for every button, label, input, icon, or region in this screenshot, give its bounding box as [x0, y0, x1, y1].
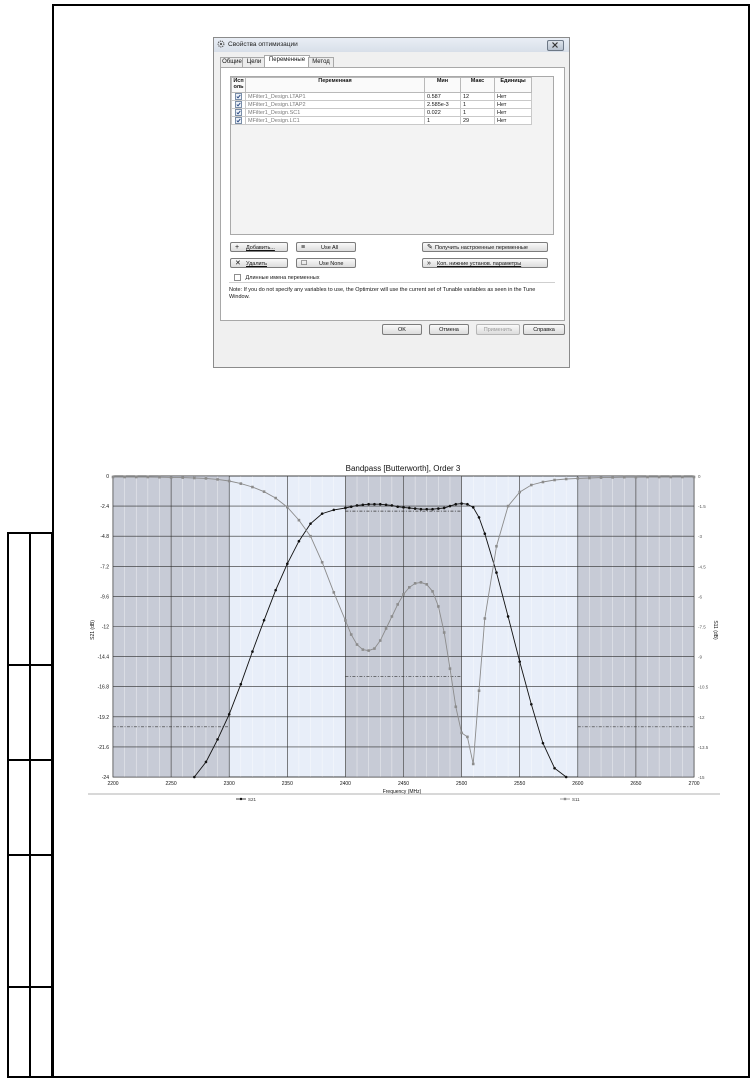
variable-units[interactable]: Нет: [495, 93, 532, 101]
series-point-s21: [484, 532, 487, 535]
tab-goals[interactable]: Цели: [242, 57, 266, 67]
series-point-s21: [472, 506, 475, 509]
col-header-max[interactable]: Макс: [461, 78, 495, 93]
series-point-s11: [425, 583, 428, 586]
optimization-properties-dialog: [213, 37, 570, 368]
series-point-s11: [158, 476, 161, 479]
x-tick-label: 2600: [572, 781, 584, 787]
y-tick-label: -14.4: [97, 654, 109, 661]
series-point-s11: [181, 476, 184, 479]
x-tick-label: 2650: [630, 781, 642, 787]
y2-tick-label: 0: [698, 474, 701, 479]
series-point-s11: [170, 476, 173, 479]
series-point-s11: [542, 481, 545, 484]
x-tick-label: 2300: [223, 781, 235, 787]
ok-button[interactable]: OK: [382, 324, 422, 335]
chevron-down-icon: »: [427, 260, 431, 267]
y2-tick-label: -12: [698, 714, 705, 720]
col-header-min[interactable]: Мин: [425, 78, 461, 93]
variable-name: MFilter1_Design.SC1: [246, 109, 425, 117]
series-point-s11: [396, 603, 399, 606]
series-point-s11: [420, 581, 423, 584]
tab-method[interactable]: Метод: [308, 57, 334, 67]
col-header-use[interactable]: Исп оль: [232, 78, 246, 93]
series-point-s21: [274, 589, 277, 592]
y-tick-label: -21.6: [97, 744, 109, 751]
series-point-s11: [507, 505, 510, 508]
series-point-s11: [251, 486, 254, 489]
series-point-s11: [414, 582, 417, 585]
y2-tick-label: -9: [698, 654, 703, 660]
y-tick-label: -24: [101, 775, 109, 781]
y-tick-label: -9.6: [100, 594, 109, 601]
series-point-s21: [443, 507, 446, 510]
get-tuned-variables-button[interactable]: ✎ Получить настроенные переменные: [422, 242, 548, 252]
series-point-s11: [408, 586, 411, 589]
y2-tick-label: -13.5: [698, 744, 709, 750]
series-point-s21: [420, 508, 423, 511]
table-row[interactable]: [232, 101, 532, 109]
series-point-s11: [286, 506, 289, 509]
variable-units[interactable]: Нет: [495, 109, 532, 117]
y-tick-label: -19.2: [97, 714, 109, 721]
variable-min[interactable]: 2.585e-3: [425, 101, 461, 109]
bandpass-chart: [88, 462, 720, 806]
y-tick-label: -2.4: [100, 504, 109, 511]
pencil-icon: ✎: [427, 244, 433, 251]
series-point-s11: [216, 478, 219, 481]
series-point-s11: [274, 497, 277, 500]
series-point-s11: [565, 478, 568, 481]
series-point-s21: [425, 508, 428, 511]
series-point-s11: [362, 648, 365, 651]
series-point-s11: [356, 643, 359, 646]
series-point-s21: [379, 503, 382, 506]
series-point-s11: [495, 545, 498, 548]
series-point-s21: [350, 505, 353, 508]
series-point-s11: [431, 590, 434, 593]
series-point-s21: [518, 660, 521, 663]
long-names-checkbox[interactable]: [234, 274, 241, 281]
series-point-s21: [193, 776, 196, 779]
y2-tick-label: -3: [698, 534, 703, 540]
series-point-s21: [495, 571, 498, 574]
series-point-s21: [449, 505, 452, 508]
series-point-s11: [635, 476, 638, 479]
variable-max[interactable]: 1: [461, 109, 495, 117]
series-point-s11: [332, 591, 335, 594]
series-point-s21: [437, 507, 440, 510]
series-point-s21: [542, 742, 545, 745]
y-axis-label: S21 (dB): [90, 620, 96, 640]
y-tick-label: -12: [101, 624, 109, 631]
note-text: Note: If you do not specify any variables to use, the Optimizer will use the current set of Tunable variables as seen in the Tune Window.: [229, 287, 536, 300]
x-tick-label: 2250: [165, 781, 177, 787]
y-tick-label: 0: [106, 474, 109, 480]
series-point-s11: [518, 491, 521, 494]
series-point-s21: [373, 503, 376, 506]
help-button[interactable]: Справка: [523, 324, 565, 335]
series-point-s11: [449, 667, 452, 670]
y2-tick-label: -7.5: [698, 624, 706, 630]
table-row[interactable]: [232, 109, 532, 117]
series-point-s11: [402, 593, 405, 596]
series-point-s11: [147, 476, 150, 479]
y2-tick-label: -10.5: [698, 684, 709, 690]
variable-units[interactable]: Нет: [495, 117, 532, 125]
series-point-s11: [472, 763, 475, 766]
variable-min[interactable]: 0.022: [425, 109, 461, 117]
series-point-s11: [321, 561, 324, 564]
x-tick-label: 2500: [456, 781, 468, 787]
list-icon: ≡: [301, 244, 306, 251]
apply-button[interactable]: Применить: [476, 324, 520, 335]
series-point-s21: [385, 504, 388, 507]
tab-general[interactable]: Общие: [220, 57, 244, 67]
series-point-s21: [565, 776, 568, 779]
series-point-s21: [362, 504, 365, 507]
series-point-s21: [216, 738, 219, 741]
series-point-s21: [309, 522, 312, 525]
use-checkbox[interactable]: [235, 93, 242, 100]
series-point-s11: [460, 732, 463, 735]
separator: [229, 282, 555, 283]
series-point-s11: [298, 519, 301, 522]
table-row[interactable]: [232, 93, 532, 101]
variable-name: MFilter1_Design.LTAP2: [246, 101, 425, 109]
series-point-s21: [402, 506, 405, 509]
series-point-s21: [466, 503, 469, 506]
use-checkbox[interactable]: [235, 101, 242, 108]
series-point-s11: [437, 605, 440, 608]
series-point-s21: [431, 508, 434, 511]
dialog-title: Свойства оптимизации: [228, 41, 298, 48]
x-tick-label: 2350: [281, 781, 293, 787]
delete-button[interactable]: ✕ Удалить: [230, 258, 288, 268]
series-point-s11: [344, 619, 347, 622]
close-button[interactable]: [547, 40, 564, 51]
use-checkbox[interactable]: [235, 109, 242, 116]
series-point-s11: [577, 477, 580, 480]
series-point-s11: [669, 476, 672, 479]
series-point-s11: [588, 477, 591, 480]
series-point-s11: [350, 633, 353, 636]
empty-list-icon: ☐: [301, 260, 308, 267]
series-point-s21: [460, 502, 463, 505]
series-point-s21: [530, 703, 533, 706]
check-icon: [236, 94, 241, 99]
series-point-s21: [478, 516, 481, 519]
series-point-s11: [240, 482, 243, 485]
x-tick-label: 2550: [514, 781, 526, 787]
series-point-s21: [332, 509, 335, 512]
series-point-s11: [658, 476, 661, 479]
series-point-s11: [309, 535, 312, 538]
col-header-variable[interactable]: Переменная: [246, 78, 425, 93]
variable-min[interactable]: 0.587: [425, 93, 461, 101]
series-point-s11: [228, 480, 231, 483]
series-point-s21: [408, 507, 411, 510]
series-point-s11: [553, 479, 556, 482]
y2-tick-label: -15: [698, 775, 705, 780]
y2-axis-label: S11 (dB): [712, 620, 718, 640]
variable-max[interactable]: 29: [461, 117, 495, 125]
series-point-s11: [646, 476, 649, 479]
series-point-s21: [251, 650, 254, 653]
y-tick-label: -16.8: [97, 684, 109, 691]
series-point-s11: [530, 484, 533, 487]
variable-max[interactable]: 12: [461, 93, 495, 101]
series-point-s11: [205, 477, 208, 480]
series-point-s21: [263, 619, 266, 622]
series-point-s21: [454, 503, 457, 506]
y2-tick-label: -6: [698, 594, 703, 600]
series-point-s11: [385, 627, 388, 630]
series-point-s11: [681, 476, 684, 479]
series-point-s11: [379, 639, 382, 642]
series-point-s11: [443, 631, 446, 634]
series-point-s11: [478, 689, 481, 692]
variables-panel: [220, 67, 565, 321]
col-header-units[interactable]: Единицы: [495, 78, 532, 93]
side-stamp-frame: [7, 532, 53, 1078]
legend-label: S11: [572, 797, 580, 802]
variable-units[interactable]: Нет: [495, 101, 532, 109]
series-point-s21: [205, 761, 208, 764]
legend-marker: [564, 798, 566, 800]
x-tick-label: 2700: [688, 781, 700, 787]
table-row[interactable]: [232, 117, 532, 125]
long-names-label: Длинные имена переменных: [245, 274, 320, 281]
plus-icon: +: [235, 244, 240, 251]
variable-max[interactable]: 1: [461, 101, 495, 109]
use-checkbox[interactable]: [235, 117, 242, 124]
y-tick-label: -4.8: [100, 534, 109, 541]
chart-title: Bandpass [Butterworth], Order 3: [345, 464, 461, 473]
series-point-s11: [123, 476, 126, 479]
series-point-s21: [228, 713, 231, 716]
use-all-button[interactable]: ≡ Use All: [296, 242, 356, 252]
variable-name: MFilter1_Design.LC1: [246, 117, 425, 125]
series-point-s21: [367, 503, 370, 506]
variable-name: MFilter1_Design.LTAP1: [246, 93, 425, 101]
x-tick-label: 2400: [339, 781, 351, 787]
variables-table: [231, 77, 532, 125]
series-point-s11: [391, 615, 394, 618]
y-tick-label: -7.2: [100, 564, 109, 571]
series-point-s11: [454, 705, 457, 708]
series-point-s21: [240, 683, 243, 686]
legend-marker: [240, 798, 242, 800]
series-point-s11: [600, 476, 603, 479]
delete-icon: ✕: [235, 260, 241, 267]
x-tick-label: 2200: [107, 781, 119, 787]
x-tick-label: 2450: [397, 781, 410, 787]
series-point-s11: [623, 476, 626, 479]
cancel-button[interactable]: Отмена: [429, 324, 469, 335]
series-point-s21: [507, 615, 510, 618]
series-point-s21: [391, 504, 394, 507]
use-none-button[interactable]: ☐ Use None: [296, 258, 356, 268]
series-point-s21: [298, 540, 301, 543]
series-point-s21: [344, 507, 347, 510]
series-point-s11: [112, 476, 115, 479]
variable-min[interactable]: 1: [425, 117, 461, 125]
series-point-s11: [693, 476, 696, 479]
series-point-s11: [611, 476, 614, 479]
series-point-s21: [553, 767, 556, 770]
dialog-titlebar: [214, 38, 569, 52]
series-point-s11: [193, 477, 196, 480]
gear-icon: [217, 40, 225, 48]
series-point-s11: [373, 647, 376, 650]
series-point-s11: [466, 736, 469, 739]
copy-lower-settings-button[interactable]: » Коп. нижние установ. параметры: [422, 258, 548, 268]
tab-variables[interactable]: Переменные: [264, 55, 310, 67]
series-point-s11: [484, 617, 487, 620]
check-icon: [236, 118, 241, 123]
series-point-s21: [414, 507, 417, 510]
series-point-s21: [286, 562, 289, 565]
series-point-s21: [396, 505, 399, 508]
series-point-s21: [321, 512, 324, 515]
series-point-s11: [367, 649, 370, 652]
series-point-s11: [135, 476, 138, 479]
y2-tick-label: -4.5: [698, 564, 706, 570]
series-point-s11: [263, 490, 266, 493]
long-names-option[interactable]: [234, 274, 319, 281]
variables-grid: [230, 76, 554, 235]
check-icon: [236, 102, 241, 107]
legend-label: S21: [248, 797, 257, 802]
close-icon: [552, 42, 558, 48]
add-button[interactable]: + Добавить...: [230, 242, 288, 252]
x-axis-label: Frequency (MHz): [382, 789, 422, 795]
check-icon: [236, 110, 241, 115]
y2-tick-label: -1.5: [698, 504, 706, 510]
series-point-s21: [356, 504, 359, 507]
